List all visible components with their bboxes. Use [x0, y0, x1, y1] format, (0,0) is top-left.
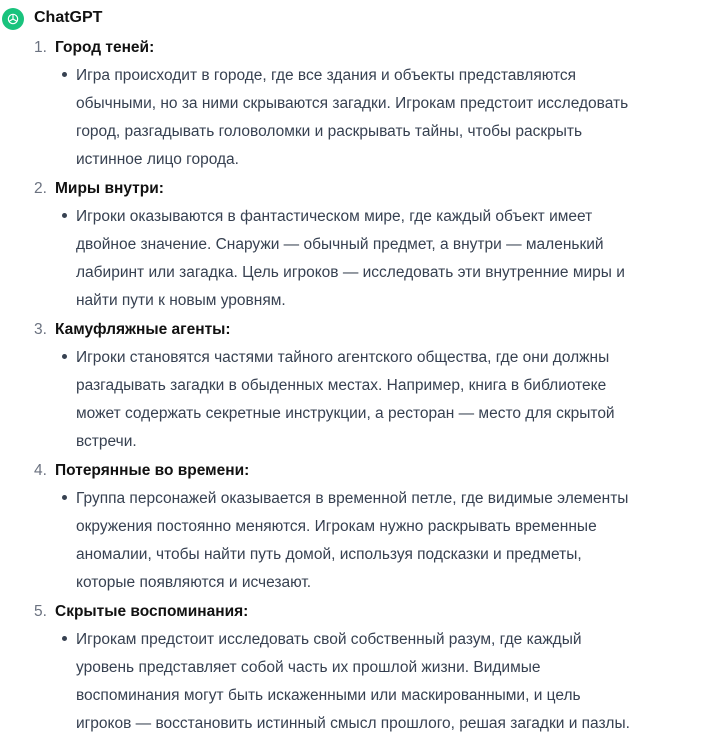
- bullet-icon: [62, 72, 67, 77]
- bullet-text-line: Группа персонажей оказывается в временной петле, где видимые элементы: [76, 490, 629, 507]
- list-item: [0, 316, 713, 456]
- bullet-point: [0, 626, 713, 738]
- bullet-text-line: аномалии, чтобы найти путь домой, используя подсказки и предметы,: [76, 546, 582, 563]
- item-title: Город теней:: [55, 39, 155, 56]
- bullet-text-line: встречи.: [76, 433, 137, 450]
- item-number: 1.: [34, 39, 47, 56]
- bullet-point: [0, 344, 713, 456]
- bullet-text-line: окружения постоянно меняются. Игрокам нужно раскрывать временные: [76, 518, 597, 535]
- item-title: Скрытые воспоминания:: [55, 603, 249, 620]
- bullet-text-line: Игрокам предстоит исследовать свой собственный разум, где каждый: [76, 631, 582, 648]
- bullet-text-line: уровень представляет собой часть их прошлой жизни. Видимые: [76, 659, 541, 676]
- item-title: Потерянные во времени:: [55, 462, 250, 479]
- item-number: 5.: [34, 603, 47, 620]
- bullet-icon: [62, 636, 67, 641]
- author-name: ChatGPT: [34, 9, 103, 26]
- item-title: Камуфляжные агенты:: [55, 321, 231, 338]
- bullet-point: [0, 203, 713, 315]
- bullet-text-line: Игроки становятся частями тайного агентского общества, где они должны: [76, 349, 610, 366]
- item-title-row: [0, 598, 713, 626]
- list-item: [0, 598, 713, 738]
- bullet-text-line: может содержать секретные инструкции, а ресторан — место для скрытой: [76, 405, 615, 422]
- bullet-text-line: Игра происходит в городе, где все здания и объекты представляются: [76, 67, 577, 84]
- chatgpt-avatar-icon: [2, 8, 24, 30]
- bullet-text-line: двойное значение. Снаружи — обычный предмет, а внутри — маленький: [76, 236, 604, 253]
- list-item: [0, 34, 713, 174]
- item-title-row: [0, 34, 713, 62]
- bullet-text-line: истинное лицо города.: [76, 151, 239, 168]
- bullet-text-line: город, разгадывать головоломки и раскрывать тайны, чтобы раскрыть: [76, 123, 583, 140]
- bullet-text-line: игроков — восстановить истинный смысл прошлого, решая загадки и пазлы.: [76, 715, 630, 732]
- bullet-text-line: обычными, но за ними скрываются загадки. Игрокам предстоит исследовать: [76, 95, 629, 112]
- item-title: Миры внутри:: [55, 180, 164, 197]
- bullet-point: [0, 485, 713, 597]
- bullet-text-line: Игроки оказываются в фантастическом мире, где каждый объект имеет: [76, 208, 593, 225]
- item-title-row: [0, 175, 713, 203]
- bullet-text-line: найти пути к новым уровням.: [76, 292, 286, 309]
- bullet-point: [0, 62, 713, 174]
- response-list: [0, 34, 713, 738]
- item-number: 2.: [34, 180, 47, 197]
- item-number: 3.: [34, 321, 47, 338]
- item-title-row: [0, 457, 713, 485]
- bullet-icon: [62, 213, 67, 218]
- bullet-icon: [62, 354, 67, 359]
- list-item: [0, 457, 713, 597]
- bullet-icon: [62, 495, 67, 500]
- item-number: 4.: [34, 462, 47, 479]
- bullet-text-line: которые появляются и исчезают.: [76, 574, 312, 591]
- item-title-row: [0, 316, 713, 344]
- bullet-text-line: воспоминания могут быть искаженными или маскированными, и цель: [76, 687, 581, 704]
- bullet-text-line: лабиринт или загадка. Цель игроков — исследовать эти внутренние миры и: [76, 264, 625, 281]
- list-item: [0, 175, 713, 315]
- bullet-text-line: разгадывать загадки в обыденных местах. Например, книга в библиотеке: [76, 377, 607, 394]
